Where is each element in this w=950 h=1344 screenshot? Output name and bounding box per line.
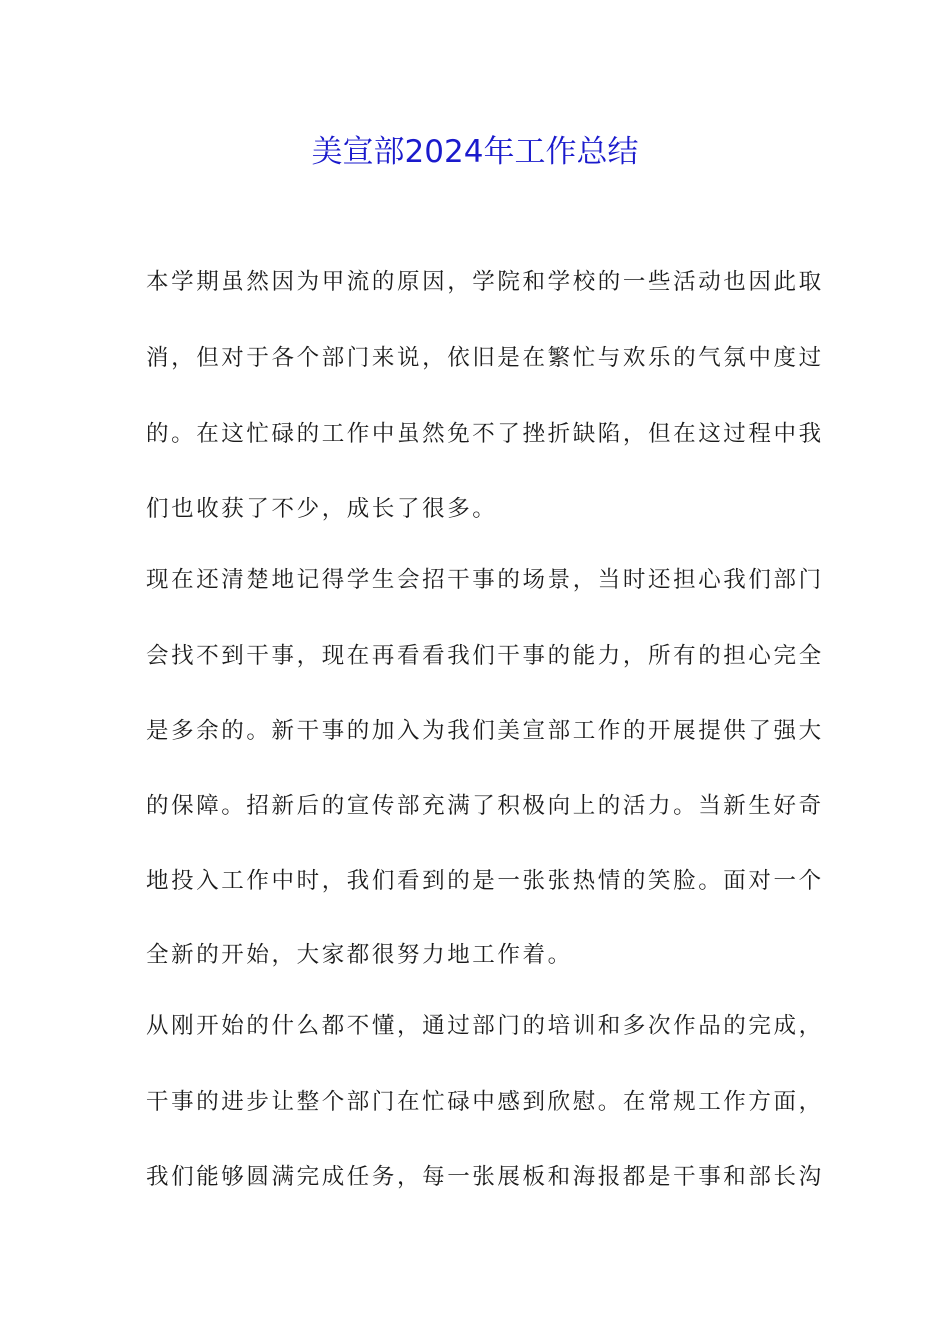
paragraph-2-line-4: 的保障。招新后的宣传部充满了积极向上的活力。当新生好奇 bbox=[146, 793, 824, 819]
paragraph-2-line-1: 现在还清楚地记得学生会招干事的场景，当时还担心我们部门 bbox=[146, 567, 824, 593]
paragraph-3-line-1: 从刚开始的什么都不懂，通过部门的培训和多次作品的完成， bbox=[146, 1013, 824, 1039]
paragraph-1-line-1: 本学期虽然因为甲流的原因，学院和学校的一些活动也因此取 bbox=[146, 269, 824, 295]
paragraph-2-line-3: 是多余的。新干事的加入为我们美宣部工作的开展提供了强大 bbox=[146, 718, 824, 744]
document-title: 美宣部2024年工作总结 bbox=[311, 134, 639, 170]
paragraph-2-line-5: 地投入工作中时，我们看到的是一张张热情的笑脸。面对一个 bbox=[146, 868, 824, 894]
paragraph-1-line-4: 们也收获了不少，成长了很多。 bbox=[146, 496, 498, 522]
paragraph-2-line-6: 全新的开始，大家都很努力地工作着。 bbox=[146, 942, 573, 968]
paragraph-1-line-2: 消，但对于各个部门来说，依旧是在繁忙与欢乐的气氛中度过 bbox=[146, 345, 824, 371]
paragraph-2-line-2: 会找不到干事，现在再看看我们干事的能力，所有的担心完全 bbox=[146, 643, 824, 669]
paragraph-3-line-2: 干事的进步让整个部门在忙碌中感到欣慰。在常规工作方面， bbox=[146, 1089, 824, 1115]
paragraph-3-line-3: 我们能够圆满完成任务，每一张展板和海报都是干事和部长沟 bbox=[146, 1164, 824, 1190]
paragraph-1-line-3: 的。在这忙碌的工作中虽然免不了挫折缺陷，但在这过程中我 bbox=[146, 421, 824, 447]
